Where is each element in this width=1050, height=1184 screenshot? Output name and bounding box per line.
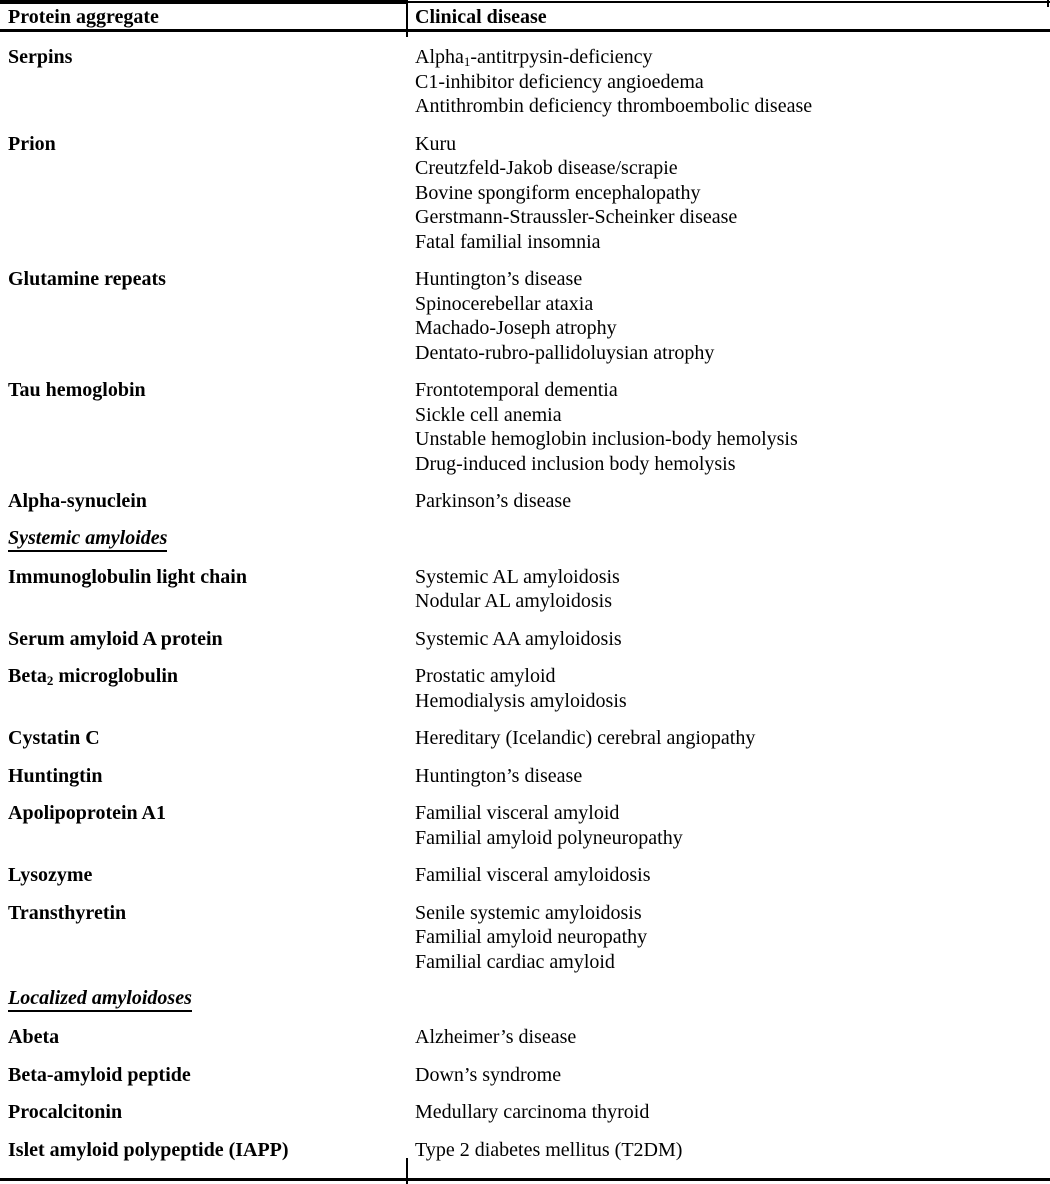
disease-name: Familial visceral amyloidosis <box>415 864 651 886</box>
disease-name: Creutzfeld-Jakob disease/scrapie <box>415 157 678 179</box>
disease-name: Type 2 diabetes mellitus (T2DM) <box>415 1138 683 1161</box>
protein-aggregate-cell <box>0 764 407 789</box>
disease-name: Alpha$_1$-antitrpysin-deficiency <box>415 46 653 69</box>
table-top-border-right <box>407 1 1050 3</box>
disease-name: Frontotemporal dementia <box>415 379 618 401</box>
disease-name: Hemodialysis amyloidosis <box>415 689 627 712</box>
protein-aggregate-cell <box>0 1063 407 1088</box>
disease-name: Alzheimer’s disease <box>415 1026 577 1048</box>
protein-aggregate-cell <box>0 378 407 476</box>
disease-name: C1-inhibitor deficiency angioedema <box>415 70 704 93</box>
protein-name: Prion <box>8 132 56 155</box>
protein-aggregate-cell <box>0 627 407 652</box>
protein-aggregate-cell <box>0 1100 407 1125</box>
protein-aggregate-cell <box>0 901 407 975</box>
disease-name: Medullary carcinoma thyroid <box>415 1101 650 1123</box>
table-row <box>0 132 1050 255</box>
disease-name: Bovine spongiform encephalopathy <box>415 181 701 204</box>
protein-name: Apolipoprotein A1 <box>8 802 166 824</box>
protein-name: Transthyretin <box>8 901 127 924</box>
column-divider-bottom <box>406 1158 408 1184</box>
table-row <box>0 764 1050 789</box>
header-cell-clinical-disease <box>407 6 1050 28</box>
table-row <box>0 863 1050 888</box>
table-row <box>0 801 1050 850</box>
clinical-disease-cell <box>407 378 1050 476</box>
table-row <box>0 726 1050 751</box>
clinical-disease-cell <box>407 627 1050 652</box>
protein-name: Serum amyloid A protein <box>8 627 223 650</box>
disease-name: Kuru <box>415 132 457 155</box>
table-row <box>0 1138 1050 1163</box>
clinical-disease-cell <box>407 1063 1050 1088</box>
disease-name: Fatal familial insomnia <box>415 230 601 253</box>
disease-name: Familial cardiac amyloid <box>415 950 615 973</box>
clinical-disease-cell <box>407 45 1050 119</box>
protein-aggregate-cell <box>0 863 407 888</box>
table-row <box>0 489 1050 514</box>
clinical-disease-cell <box>407 132 1050 255</box>
disease-name: Nodular AL amyloidosis <box>415 590 613 612</box>
header-cell-protein-aggregate <box>0 6 407 28</box>
clinical-disease-cell <box>407 267 1050 365</box>
table-bottom-border <box>0 1178 1050 1181</box>
clinical-disease-cell <box>407 726 1050 751</box>
disease-name: Dentato-rubro-pallidoluysian atrophy <box>415 341 715 364</box>
column-header-protein-aggregate: Protein aggregate <box>8 6 159 28</box>
disease-name: Huntington’s disease <box>415 764 583 787</box>
table-row <box>0 267 1050 365</box>
disease-name: Familial amyloid polyneuropathy <box>415 826 683 849</box>
disease-name: Drug-induced inclusion body hemolysis <box>415 452 736 475</box>
disease-name: Senile systemic amyloidosis <box>415 901 642 924</box>
clinical-disease-cell <box>407 1100 1050 1125</box>
table-row <box>0 565 1050 614</box>
section-header-row <box>0 527 407 552</box>
protein-name: Alpha-synuclein <box>8 490 147 512</box>
table-row <box>0 627 1050 652</box>
protein-aggregate-cell <box>0 664 407 713</box>
protein-name: Tau hemoglobin <box>8 379 146 401</box>
clinical-disease-cell <box>407 764 1050 789</box>
protein-aggregate-cell <box>0 1025 407 1050</box>
subscript: 1 <box>463 54 471 69</box>
protein-name: Serpins <box>8 46 73 68</box>
protein-aggregate-cell <box>0 565 407 614</box>
table-row <box>0 664 1050 713</box>
protein-aggregate-cell <box>0 1138 407 1163</box>
disease-name: Gerstmann-Straussler-Scheinker disease <box>415 206 738 228</box>
protein-aggregate-cell <box>0 801 407 850</box>
protein-name: Procalcitonin <box>8 1101 123 1123</box>
protein-name: Islet amyloid polypeptide (IAPP) <box>8 1138 289 1161</box>
section-header-row <box>0 987 407 1012</box>
protein-aggregate-cell <box>0 132 407 255</box>
section-header-label: Systemic amyloides <box>8 527 167 552</box>
clinical-disease-cell <box>407 901 1050 975</box>
disease-name: Down’s syndrome <box>415 1063 562 1086</box>
table-row <box>0 1063 1050 1088</box>
table-edge-tick-right <box>1047 0 1049 7</box>
disease-name: Familial visceral amyloid <box>415 802 620 824</box>
protein-name: Immunoglobulin light chain <box>8 565 247 588</box>
table-body <box>0 32 1050 1162</box>
clinical-disease-cell <box>407 1025 1050 1050</box>
disease-name: Huntington’s disease <box>415 268 583 290</box>
disease-name: Systemic AA amyloidosis <box>415 627 622 650</box>
disease-name: Unstable hemoglobin inclusion-body hemolysis <box>415 428 798 450</box>
disease-name: Machado-Joseph atrophy <box>415 317 617 339</box>
clinical-disease-cell <box>407 1138 1050 1163</box>
protein-name: Lysozyme <box>8 864 93 886</box>
table-row <box>0 45 1050 119</box>
disease-name: Hereditary (Icelandic) cerebral angiopathy <box>415 727 756 749</box>
clinical-disease-cell <box>407 565 1050 614</box>
protein-name: Beta-amyloid peptide <box>8 1063 191 1086</box>
disease-name: Systemic AL amyloidosis <box>415 565 620 588</box>
table-row <box>0 378 1050 476</box>
clinical-disease-cell <box>407 801 1050 850</box>
protein-name: Huntingtin <box>8 764 103 787</box>
protein-aggregate-cell <box>0 489 407 514</box>
clinical-disease-cell <box>407 664 1050 713</box>
table-header-row <box>0 0 1050 28</box>
protein-name: Cystatin C <box>8 727 100 749</box>
table-row <box>0 1100 1050 1125</box>
protein-aggregate-cell <box>0 726 407 751</box>
protein-aggregate-cell <box>0 267 407 365</box>
disease-name: Prostatic amyloid <box>415 665 556 687</box>
table-row <box>0 901 1050 975</box>
section-header-label: Localized amyloidoses <box>8 987 192 1012</box>
column-divider-top <box>406 0 408 37</box>
table-top-border-left <box>0 0 407 4</box>
disease-name: Familial amyloid neuropathy <box>415 926 648 948</box>
disease-name: Antithrombin deficiency thromboembolic disease <box>415 95 813 117</box>
protein-name: Abeta <box>8 1026 60 1048</box>
protein-aggregate-cell <box>0 45 407 119</box>
column-header-clinical-disease: Clinical disease <box>415 6 547 28</box>
disease-name: Spinocerebellar ataxia <box>415 292 594 315</box>
protein-name: Beta$_2$ microglobulin <box>8 665 179 688</box>
disease-name: Parkinson’s disease <box>415 490 572 512</box>
protein-name: Glutamine repeats <box>8 268 166 290</box>
table-row <box>0 1025 1050 1050</box>
disease-name: Sickle cell anemia <box>415 403 562 426</box>
clinical-disease-cell <box>407 863 1050 888</box>
subscript: 2 <box>46 673 54 688</box>
clinical-disease-cell <box>407 489 1050 514</box>
